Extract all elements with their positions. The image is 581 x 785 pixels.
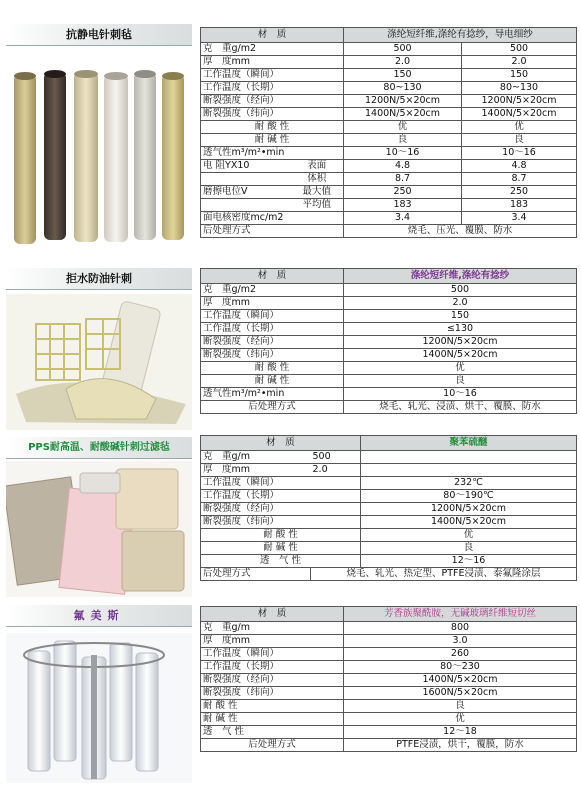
table-row: 耐 酸 性 优 优 — [201, 121, 577, 134]
header-material: 涤纶短纤维,涤纶有捻纱，导电细纱 — [344, 28, 577, 43]
table-row: 工作温度（瞬间） 150 150 — [201, 69, 577, 82]
table-row: 工作温度（瞬间） 232℃ — [201, 477, 577, 490]
section-title: 氟美斯 — [6, 605, 192, 627]
table-row: 断裂强度（经向） 1200N/5×20cm 1200N/5×20cm — [201, 95, 577, 108]
fms-filter-bags-image — [6, 633, 192, 783]
table-row: 透气性m³/m²•min 10～16 10～16 — [201, 147, 577, 160]
table-row: 后处理方式 烧毛、轧光、热定型、PTFE浸渍、泰氟隆涂层 — [201, 568, 577, 581]
table-header-row: 材 质 芳香族聚酰胺，无碱玻璃纤维短切丝 — [201, 607, 577, 622]
table-row: 后处理方式 烧毛、压光、覆膜、防水 — [201, 225, 577, 238]
table-row: 克 重g/m2 500 500 — [201, 43, 577, 56]
spec-table-fms — [200, 606, 577, 752]
table-row: 体积 8.7 8.7 — [201, 173, 577, 186]
table-row: 克 重g/m2 500 — [201, 284, 577, 297]
table-row: 耐 酸 性 优 — [201, 529, 577, 542]
water-oil-repellent-felt-image — [6, 294, 192, 430]
section-title: 拒水防油针刺 — [6, 268, 192, 290]
table-row: 透 气 性 12～18 — [201, 726, 577, 739]
table-row: 克 重g/m 500 — [201, 451, 577, 464]
table-row: 耐 碱 性 良 — [201, 375, 577, 388]
friction-label: 磨擦电位V — [201, 186, 291, 199]
table-header-row: 材 质 聚苯硫醚 — [201, 436, 577, 451]
table-row: 厚 度mm 2.0 — [201, 297, 577, 310]
table-row: 电 阻YX10 表面 4.8 4.8 — [201, 160, 577, 173]
table-row: 平均值 183 183 — [201, 199, 577, 212]
pps-filter-felt-image — [6, 461, 192, 597]
table-row: 磨擦电位V 最大值 250 250 — [201, 186, 577, 199]
table-row: 工作温度（长期） 80～230 — [201, 661, 577, 674]
header-label: 材 质 — [201, 28, 344, 43]
table-row: 工作温度（瞬间） 150 — [201, 310, 577, 323]
table-row: 断裂强度（纬向） 1400N/5×20cm — [201, 516, 577, 529]
table-header-row: 材 质 涤纶短纤维,涤纶有捻纱 — [201, 269, 577, 284]
table-row: 断裂强度（纬向） 1400N/5×20cm — [201, 349, 577, 362]
table-row: 断裂强度（纬向） 1600N/5×20cm — [201, 687, 577, 700]
table-row: 厚 度mm 3.0 — [201, 635, 577, 648]
table-row: 耐 酸 性 良 — [201, 700, 577, 713]
spec-table-antistatic — [200, 27, 577, 238]
table-row: 断裂强度（纬向） 1400N/5×20cm 1400N/5×20cm — [201, 108, 577, 121]
table-row: 透 气 性 12～16 — [201, 555, 577, 568]
table-row: 耐 碱 性 良 — [201, 542, 577, 555]
table-row: 工作温度（长期） 80~130 80~130 — [201, 82, 577, 95]
table-row: 面电核密度mc/m2 3.4 3.4 — [201, 212, 577, 225]
table-row: 断裂强度（经向） 1200N/5×20cm — [201, 503, 577, 516]
table-row: 断裂强度（经向） 1200N/5×20cm — [201, 336, 577, 349]
table-row: 耐 酸 性 优 — [201, 362, 577, 375]
table-row: 耐 碱 性 良 良 — [201, 134, 577, 147]
resistance-label: 电 阻YX10 — [201, 160, 291, 173]
table-row: 厚 度mm 2.0 2.0 — [201, 56, 577, 69]
table-header-row — [201, 28, 577, 43]
table-row: 工作温度（长期） 80～190℃ — [201, 490, 577, 503]
table-row: 后处理方式 PTFE浸渍，烘干，覆膜，防水 — [201, 739, 577, 752]
spec-table-pps — [200, 435, 577, 581]
spec-table-water-oil-repellent — [200, 268, 577, 414]
table-row: 克 重g/m 800 — [201, 622, 577, 635]
table-row: 后处理方式 烧毛、轧光、浸渍、烘干、覆膜、防水 — [201, 401, 577, 414]
table-row: 透气性m³/m²•min 10～16 — [201, 388, 577, 401]
section-title: 抗静电针刺毡 — [6, 24, 192, 46]
table-row: 工作温度（瞬间） 260 — [201, 648, 577, 661]
section-title: PPS耐高温、耐酸碱针刺过滤毡 — [6, 437, 192, 459]
table-row: 厚 度mm 2.0 — [201, 464, 577, 477]
table-row: 耐 碱 性 优 — [201, 713, 577, 726]
antistatic-felt-bags-image — [6, 64, 192, 264]
table-row: 断裂强度（经向） 1400N/5×20cm — [201, 674, 577, 687]
table-row: 工作温度（长期） ≤130 — [201, 323, 577, 336]
